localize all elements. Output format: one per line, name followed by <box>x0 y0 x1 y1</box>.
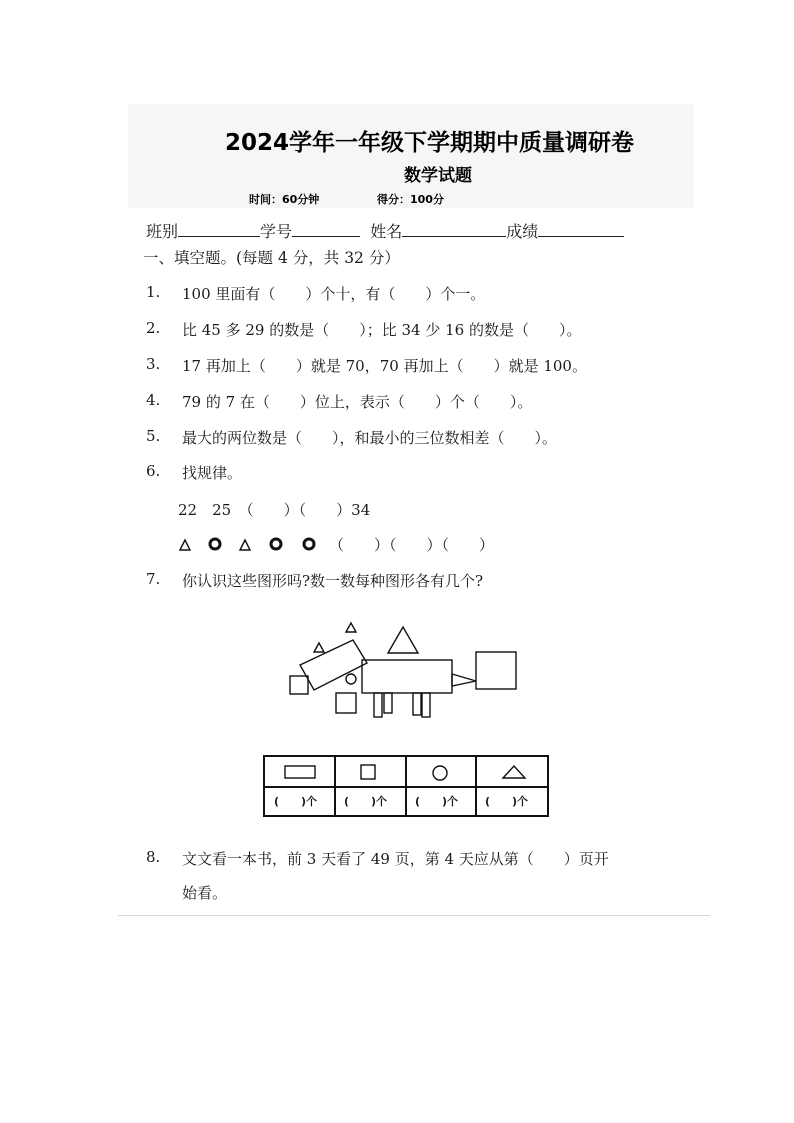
class-blank[interactable] <box>178 222 260 237</box>
square-count-blank[interactable]: ( )个 <box>344 795 388 808</box>
question-text: 100 里面有（ ）个十，有（ ）个一。 <box>182 285 486 303</box>
question-text: 你认识这些图形吗?数一数每种图形各有几个? <box>182 572 484 590</box>
ring-icon <box>304 539 314 549</box>
leg-rectangle-icon <box>384 693 392 713</box>
triangle-icon <box>501 764 527 780</box>
question-text: 找规律。 <box>182 464 243 482</box>
student-id-blank[interactable] <box>292 222 360 237</box>
table-column-divider <box>475 757 477 815</box>
rectangle-icon <box>283 764 317 780</box>
question-number: 4. <box>146 391 161 409</box>
exam-score: 得分：100分 <box>377 193 444 206</box>
question-text: 79 的 7 在（ ）位上，表示（ ）个（ ）。 <box>182 393 533 411</box>
question-number: 5. <box>146 427 161 445</box>
small-triangle-icon <box>346 623 356 632</box>
question-3 <box>146 355 587 375</box>
student-info-row <box>146 219 624 242</box>
triangle-icon <box>240 540 250 550</box>
question-number: 3. <box>146 355 161 373</box>
question-text: 文文看一本书，前 3 天看了 49 页，第 4 天应从第（ ）页开 <box>182 850 609 868</box>
question-8 <box>146 848 609 868</box>
leg-rectangle-icon <box>422 693 430 717</box>
question-number: 2. <box>146 319 161 337</box>
question-number: 6. <box>146 462 161 480</box>
question-2 <box>146 319 582 339</box>
circle-icon <box>431 764 449 782</box>
exam-title: 2024学年一年级下学期期中质量调研卷 <box>225 130 635 156</box>
question-number: 7. <box>146 570 161 588</box>
shape-count-table <box>263 755 549 817</box>
question-6 <box>146 462 243 482</box>
tilted-rectangle-icon <box>300 640 367 690</box>
ring-icon <box>271 539 281 549</box>
shape-animal-figure <box>280 620 530 722</box>
triangle-icon <box>180 540 190 550</box>
tail-triangle-icon <box>452 674 476 686</box>
question-text: 17 再加上（ ）就是 70，70 再加上（ ）就是 100。 <box>182 357 587 375</box>
exam-time: 时间：60分钟 <box>249 193 320 206</box>
question-5 <box>146 427 558 447</box>
leg-rectangle-icon <box>374 693 382 717</box>
rectangle-count-blank[interactable]: ( )个 <box>274 795 318 808</box>
question-8-continuation: 始看。 <box>182 884 228 902</box>
exam-subtitle: 数学试题 <box>404 166 472 186</box>
square-icon <box>336 693 356 713</box>
large-square-icon <box>476 652 516 689</box>
question-text: 最大的两位数是（ ），和最小的三位数相差（ ）。 <box>182 429 558 447</box>
page-divider <box>118 915 710 916</box>
grade-label: 成绩 <box>506 222 539 241</box>
question-text: 比 45 多 29 的数是（ ）；比 34 少 16 的数是（ ）。 <box>182 321 582 339</box>
leg-rectangle-icon <box>413 693 421 715</box>
student-id-label: 学号 <box>260 222 293 241</box>
table-column-divider <box>334 757 336 815</box>
large-triangle-icon <box>388 627 418 653</box>
question-number: 8. <box>146 848 161 866</box>
section-heading: 一、填空题。(每题 4 分，共 32 分） <box>143 249 400 267</box>
small-square-icon <box>290 676 308 694</box>
grade-blank[interactable] <box>538 222 624 237</box>
question-1 <box>146 283 486 303</box>
circle-count-blank[interactable]: ( )个 <box>415 795 459 808</box>
question-7 <box>146 570 484 590</box>
class-label: 班别 <box>146 222 179 241</box>
square-icon <box>359 764 377 780</box>
name-blank[interactable] <box>402 222 506 237</box>
circle-icon <box>346 674 356 684</box>
body-rectangle-icon <box>362 660 452 693</box>
shape-pattern <box>178 534 538 554</box>
table-column-divider <box>405 757 407 815</box>
small-triangle-icon <box>314 643 324 652</box>
question-number: 1. <box>146 283 161 301</box>
ring-icon <box>210 539 220 549</box>
question-4 <box>146 391 533 411</box>
pattern-blanks: （ ）（ ）（ ） <box>329 536 495 554</box>
triangle-count-blank[interactable]: ( )个 <box>485 795 529 808</box>
pattern-shapes <box>178 534 328 554</box>
number-sequence: 22 25 （ ）（ ）34 <box>178 501 371 519</box>
name-label: 姓名 <box>370 222 403 241</box>
